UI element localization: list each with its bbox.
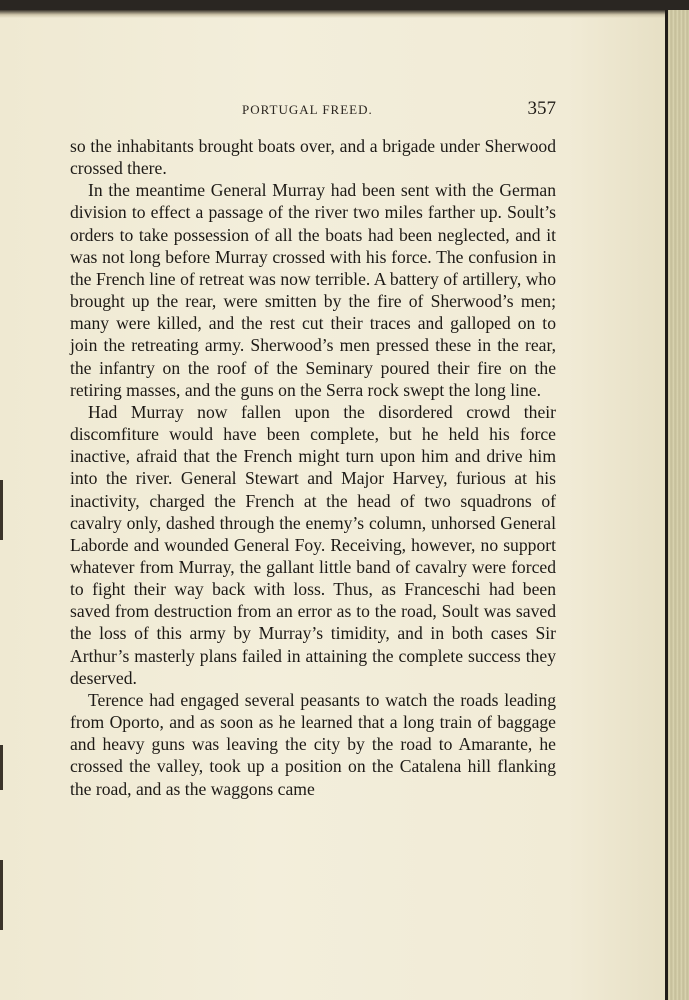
paragraph: so the inhabitants brought boats over, and a brigade under Sherwood crossed there. bbox=[70, 136, 556, 179]
running-head: PORTUGAL FREED. bbox=[242, 102, 373, 117]
body-text bbox=[70, 135, 556, 800]
left-margin-mark bbox=[0, 860, 3, 930]
paragraph: Terence had engaged several peasants to watch the roads leading from Oporto, and as soon as he learned that a long train of baggage and heavy guns was leaving the city by the road to Amarante, he crossed the valley, took up a position on the Catalena hill flanking the road, and as the waggons came bbox=[70, 689, 556, 799]
paragraph: In the meantime General Murray had been sent with the German division to effect a passage of the river two miles farther up. Soult’s orders to take possession of all the boats had been neglected, and it was not long before Murray crossed with his force. The confusion in the French line of retreat was now terrible. A battery of artillery, who brought up the rear, were smitten by the fire of Sherwood’s men; many were killed, and the rest cut their traces and galloped on to join the retreating army. Sherwood’s men pressed these in the rear, the infantry on the roof of the Seminary poured their fire on the retiring masses, and the guns on the Serra rock swept the long line. bbox=[70, 180, 556, 400]
left-margin-mark bbox=[0, 745, 3, 790]
paragraph: Had Murray now fallen upon the disordered crowd their discomfiture would have been complete, but he held his force inactive, afraid that the French might turn upon him and drive him into the river. General Stewart and Major Harvey, furious at his inactivity, charged the French at the head of two squadrons of cavalry only, dashed through the enemy’s column, unhorsed General Laborde and wounded General Foy. Receiving, however, no support whatever from Murray, the gallant little band of cavalry were forced to fight their way back with loss. Thus, as Franceschi had been saved from destruction from an error as to the road, Soult was saved the loss of this army by Murray’s timidity, and in both cases Sir Arthur’s masterly plans failed in attaining the complete success they deserved. bbox=[70, 401, 556, 688]
book-page bbox=[0, 10, 668, 1000]
page-top-shadow bbox=[0, 10, 668, 18]
page-number: 357 bbox=[527, 98, 556, 119]
left-margin-mark bbox=[0, 480, 3, 540]
page-header bbox=[66, 98, 556, 124]
page-edges bbox=[668, 10, 689, 1000]
